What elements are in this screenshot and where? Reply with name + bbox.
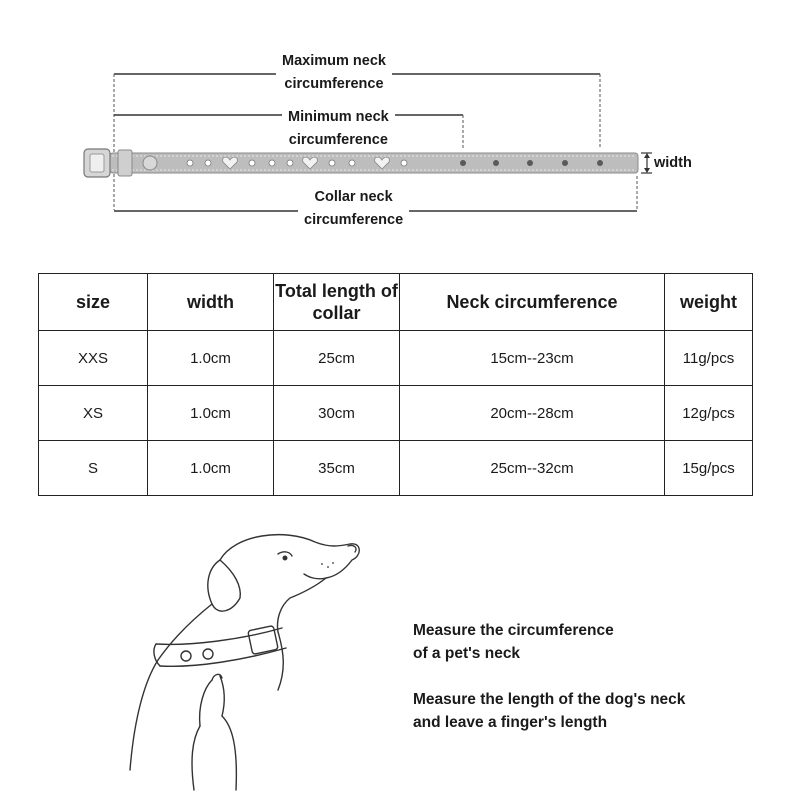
cell-size: XXS (39, 331, 148, 386)
cell-width: 1.0cm (148, 331, 274, 386)
instruction-circumference: Measure the circumference of a pet's neck (413, 622, 614, 662)
cell-weight: 11g/pcs (665, 331, 753, 386)
table-header-row (39, 274, 753, 331)
header-size: size (39, 274, 148, 331)
cell-width: 1.0cm (148, 386, 274, 441)
table-row (39, 386, 753, 441)
cell-weight: 15g/pcs (665, 441, 753, 496)
width-label: width (652, 152, 694, 175)
collar-circumference-label: Collar neck circumference (298, 186, 409, 232)
header-width: width (148, 274, 274, 331)
cell-length: 30cm (274, 386, 400, 441)
table-row (39, 441, 753, 496)
header-neck-circumference: Neck circumference (400, 274, 665, 331)
cell-width: 1.0cm (148, 441, 274, 496)
header-total-length: Total length of collar (274, 274, 400, 331)
collar-illustration (84, 149, 638, 177)
cell-neck: 25cm--32cm (400, 441, 665, 496)
cell-weight: 12g/pcs (665, 386, 753, 441)
instruction-length: Measure the length of the dog's neck and leave a finger's length (413, 691, 686, 731)
table-row (39, 331, 753, 386)
max-circumference-label: Maximum neck circumference (276, 50, 392, 96)
cell-size: S (39, 441, 148, 496)
cell-size: XS (39, 386, 148, 441)
min-circumference-label: Minimum neck circumference (282, 106, 395, 152)
cell-length: 25cm (274, 331, 400, 386)
dog-head-outline (220, 535, 359, 632)
cell-neck: 20cm--28cm (400, 386, 665, 441)
cell-neck: 15cm--23cm (400, 331, 665, 386)
cell-length: 35cm (274, 441, 400, 496)
header-weight: weight (665, 274, 753, 331)
size-table (38, 273, 753, 496)
d-ring-icon (143, 156, 157, 170)
dog-measuring-illustration (100, 520, 390, 800)
